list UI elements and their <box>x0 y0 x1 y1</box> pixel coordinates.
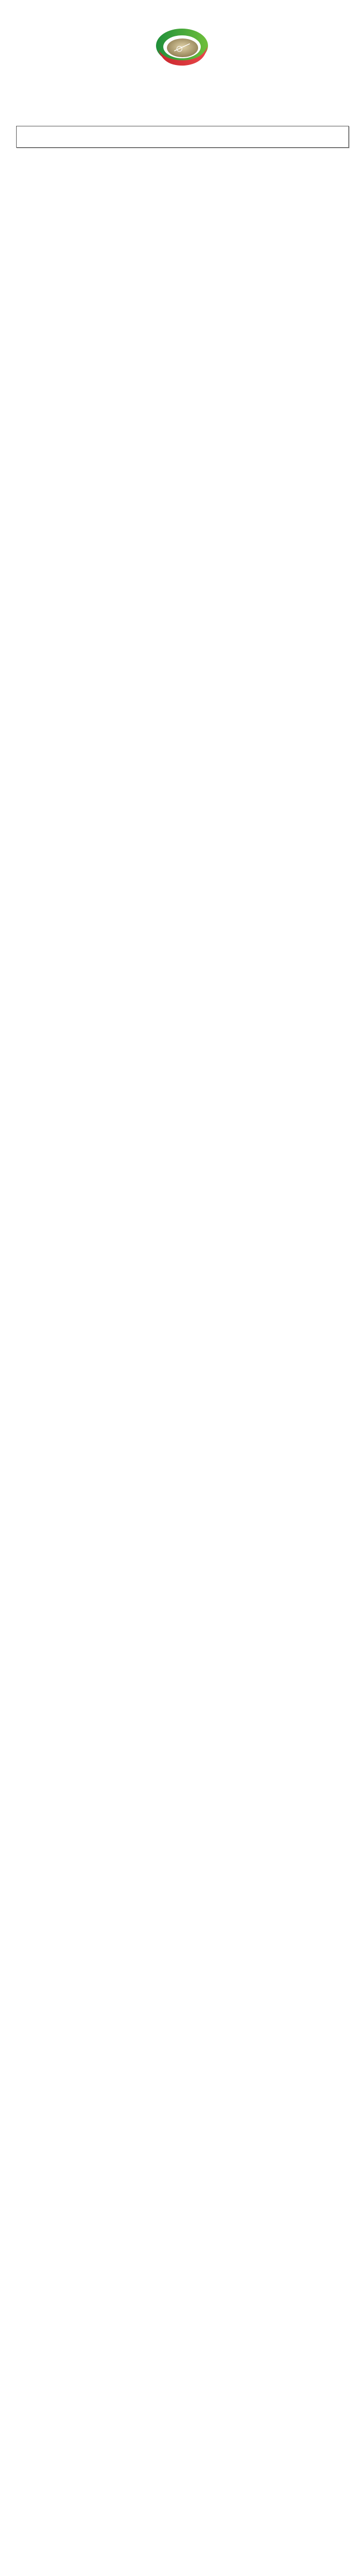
communique-title-box <box>16 126 349 148</box>
serie-a-logo <box>153 25 211 90</box>
